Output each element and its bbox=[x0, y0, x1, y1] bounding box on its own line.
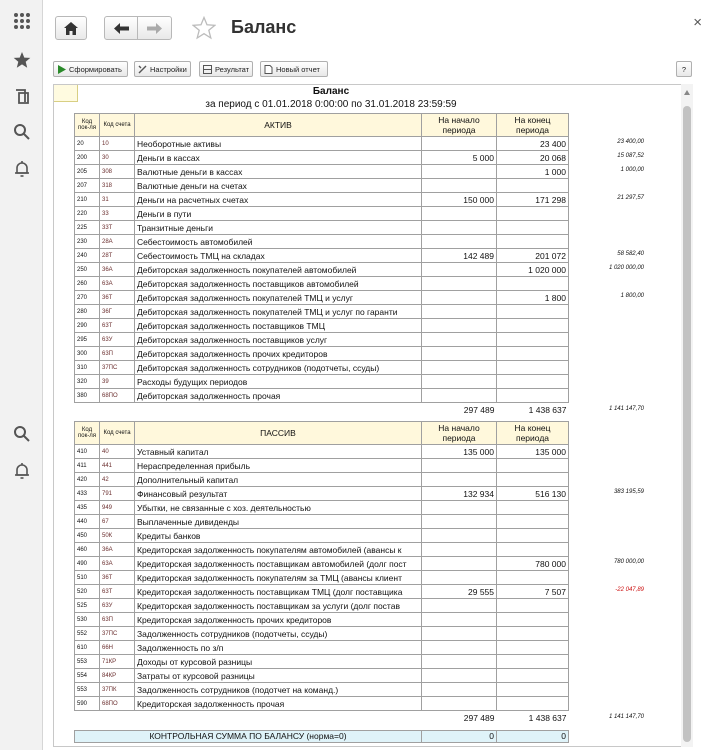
indicator-code: 610 bbox=[75, 641, 100, 655]
table-row bbox=[75, 683, 569, 697]
indicator-code: 230 bbox=[75, 235, 100, 249]
indicator-code: 310 bbox=[75, 361, 100, 375]
table-row bbox=[75, 347, 569, 361]
table-row bbox=[75, 557, 569, 571]
scroll-up-icon[interactable] bbox=[684, 90, 690, 95]
liabilities-table bbox=[74, 421, 569, 725]
table-row bbox=[75, 137, 569, 151]
account-code: 63П bbox=[100, 347, 135, 361]
table-row bbox=[75, 641, 569, 655]
end-value: 1 000 bbox=[497, 165, 569, 179]
end-value bbox=[497, 179, 569, 193]
generate-button[interactable] bbox=[53, 61, 128, 77]
line-name: Выплаченные дивиденды bbox=[135, 515, 422, 529]
indicator-code: 435 bbox=[75, 501, 100, 515]
line-name: Задолженность сотрудников (подотчет на команд.) bbox=[135, 683, 422, 697]
indicator-code: 530 bbox=[75, 613, 100, 627]
start-value bbox=[422, 459, 497, 473]
account-code: 949 bbox=[100, 501, 135, 515]
account-code: 36Т bbox=[100, 291, 135, 305]
table-row bbox=[75, 165, 569, 179]
favorites-star-icon[interactable] bbox=[11, 49, 33, 71]
line-name: Дебиторская задолженность поставщиков услуг bbox=[135, 333, 422, 347]
end-value bbox=[497, 319, 569, 333]
line-name: Задолженность по з/п bbox=[135, 641, 422, 655]
account-code: 28Т bbox=[100, 249, 135, 263]
total-end: 1 438 637 bbox=[528, 712, 567, 723]
end-value bbox=[497, 543, 569, 557]
end-value bbox=[497, 529, 569, 543]
start-value: 29 555 bbox=[422, 585, 497, 599]
line-name: Себестоимость ТМЦ на складах bbox=[135, 249, 422, 263]
table-row bbox=[75, 515, 569, 529]
indicator-code: 520 bbox=[75, 585, 100, 599]
indicator-code: 380 bbox=[75, 389, 100, 403]
line-name: Себестоимость автомобилей bbox=[135, 235, 422, 249]
end-value bbox=[497, 277, 569, 291]
total-note: 1 141 147,70 bbox=[608, 406, 644, 412]
table-row bbox=[75, 291, 569, 305]
account-code: 37ПК bbox=[100, 683, 135, 697]
row-note: 1 000,00 bbox=[620, 167, 644, 173]
line-name: Финансовый результат bbox=[135, 487, 422, 501]
line-name: Кредиты банков bbox=[135, 529, 422, 543]
close-button[interactable]: × bbox=[693, 14, 702, 31]
table-row bbox=[75, 193, 569, 207]
end-value bbox=[497, 571, 569, 585]
line-name: Убытки, не связанные с хоз. деятельностью bbox=[135, 501, 422, 515]
account-code: 68ПО bbox=[100, 697, 135, 711]
line-name: Дебиторская задолженность покупателей ТМЦ и услуг bbox=[135, 291, 422, 305]
row-note: 21 297,57 bbox=[617, 195, 644, 201]
end-value: 201 072 bbox=[497, 249, 569, 263]
start-value: 142 489 bbox=[422, 249, 497, 263]
table-row bbox=[75, 319, 569, 333]
row-note: 383 195,59 bbox=[613, 489, 644, 495]
end-value bbox=[497, 361, 569, 375]
indicator-code: 460 bbox=[75, 543, 100, 557]
end-value bbox=[497, 683, 569, 697]
total-row bbox=[75, 403, 569, 417]
end-value bbox=[497, 599, 569, 613]
end-value: 516 130 bbox=[497, 487, 569, 501]
indicator-code: 553 bbox=[75, 683, 100, 697]
account-code: 63У bbox=[100, 333, 135, 347]
end-value bbox=[497, 333, 569, 347]
end-value: 23 400 bbox=[497, 137, 569, 151]
start-value bbox=[422, 263, 497, 277]
col-start-header: На начало периода bbox=[422, 114, 497, 137]
col-code-header: Код пок-ля bbox=[75, 422, 100, 445]
indicator-code: 207 bbox=[75, 179, 100, 193]
indicator-code: 411 bbox=[75, 459, 100, 473]
start-value bbox=[422, 221, 497, 235]
start-value bbox=[422, 291, 497, 305]
end-value bbox=[497, 207, 569, 221]
indicator-code: 290 bbox=[75, 319, 100, 333]
scroll-thumb[interactable] bbox=[683, 106, 691, 742]
end-value: 135 000 bbox=[497, 445, 569, 459]
generate-label: Сформировать bbox=[69, 64, 122, 74]
line-name: Необоротные активы bbox=[135, 137, 422, 151]
start-value bbox=[422, 641, 497, 655]
document-icon bbox=[264, 65, 273, 74]
line-name: Нераспределенная прибыль bbox=[135, 459, 422, 473]
table-row bbox=[75, 445, 569, 459]
account-code: 63А bbox=[100, 277, 135, 291]
line-name: Кредиторская задолженность прочая bbox=[135, 697, 422, 711]
table-row bbox=[75, 249, 569, 263]
indicator-code: 270 bbox=[75, 291, 100, 305]
start-value: 132 934 bbox=[422, 487, 497, 501]
end-value: 1 800 bbox=[497, 291, 569, 305]
end-value: 171 298 bbox=[497, 193, 569, 207]
account-code: 28А bbox=[100, 235, 135, 249]
start-value bbox=[422, 207, 497, 221]
app-sidebar bbox=[0, 0, 43, 750]
assets-table bbox=[74, 113, 569, 417]
end-value bbox=[497, 641, 569, 655]
table-row bbox=[75, 235, 569, 249]
assets-heading: АКТИВ bbox=[135, 114, 422, 137]
settings-label: Настройки bbox=[150, 64, 187, 74]
account-code: 33Т bbox=[100, 221, 135, 235]
table-row bbox=[75, 459, 569, 473]
account-code: 71КР bbox=[100, 655, 135, 669]
favorite-star-icon[interactable] bbox=[192, 16, 216, 40]
end-value: 20 068 bbox=[497, 151, 569, 165]
account-code: 36А bbox=[100, 263, 135, 277]
total-start: 297 489 bbox=[463, 404, 495, 415]
start-value bbox=[422, 277, 497, 291]
start-value bbox=[422, 571, 497, 585]
table-row bbox=[75, 697, 569, 711]
account-code: 63П bbox=[100, 613, 135, 627]
start-value bbox=[422, 137, 497, 151]
table-row bbox=[75, 627, 569, 641]
table-row bbox=[75, 221, 569, 235]
table-row bbox=[75, 151, 569, 165]
indicator-code: 552 bbox=[75, 627, 100, 641]
report-title: Баланс bbox=[312, 86, 350, 97]
end-value bbox=[497, 459, 569, 473]
row-note: 58 582,40 bbox=[617, 251, 644, 257]
start-value: 135 000 bbox=[422, 445, 497, 459]
account-code: 33 bbox=[100, 207, 135, 221]
end-value bbox=[497, 221, 569, 235]
indicator-code: 433 bbox=[75, 487, 100, 501]
end-value bbox=[497, 501, 569, 515]
liabilities-heading: ПАССИВ bbox=[135, 422, 422, 445]
line-name: Транзитные деньги bbox=[135, 221, 422, 235]
settings-button[interactable] bbox=[134, 61, 191, 77]
table-row bbox=[75, 543, 569, 557]
indicator-code: 210 bbox=[75, 193, 100, 207]
account-code: 31 bbox=[100, 193, 135, 207]
control-sum-start: 0 bbox=[422, 731, 497, 743]
table-row bbox=[75, 473, 569, 487]
start-value bbox=[422, 697, 497, 711]
line-name: Кредиторская задолженность прочих кредиторов bbox=[135, 613, 422, 627]
start-value bbox=[422, 613, 497, 627]
table-row bbox=[75, 529, 569, 543]
indicator-code: 260 bbox=[75, 277, 100, 291]
row-note: 1 020 000,00 bbox=[608, 265, 644, 271]
control-sum-label: КОНТРОЛЬНАЯ СУММА ПО БАЛАНСУ (норма=0) bbox=[75, 731, 422, 743]
end-value: 7 507 bbox=[497, 585, 569, 599]
indicator-code: 225 bbox=[75, 221, 100, 235]
account-code: 67 bbox=[100, 515, 135, 529]
table-row bbox=[75, 179, 569, 193]
indicator-code: 205 bbox=[75, 165, 100, 179]
line-name: Дебиторская задолженность поставщиков ТМЦ bbox=[135, 319, 422, 333]
home-icon bbox=[64, 22, 78, 35]
table-row bbox=[75, 375, 569, 389]
account-code: 10 bbox=[100, 137, 135, 151]
start-value: 5 000 bbox=[422, 151, 497, 165]
arrow-left-icon bbox=[114, 23, 129, 34]
new-report-label: Новый отчет bbox=[276, 64, 320, 74]
account-code: 66Н bbox=[100, 641, 135, 655]
end-value bbox=[497, 669, 569, 683]
total-start: 297 489 bbox=[463, 712, 495, 723]
account-code: 37ПС bbox=[100, 361, 135, 375]
indicator-code: 20 bbox=[75, 137, 100, 151]
row-note: 15 087,52 bbox=[617, 153, 644, 159]
line-name: Кредиторская задолженность покупателям автомобилей (авансы к bbox=[135, 543, 422, 557]
line-name: Задолженность сотрудников (подотчеты, ссуды) bbox=[135, 627, 422, 641]
indicator-code: 240 bbox=[75, 249, 100, 263]
table-row bbox=[75, 599, 569, 613]
table-row bbox=[75, 669, 569, 683]
notifications-bell-icon[interactable] bbox=[11, 460, 33, 482]
table-row bbox=[75, 613, 569, 627]
account-code: 318 bbox=[100, 179, 135, 193]
line-name: Кредиторская задолженность поставщикам ТМЦ (долг поставщика bbox=[135, 585, 422, 599]
col-end-header: На конец периода bbox=[497, 114, 569, 137]
account-code: 68ПО bbox=[100, 389, 135, 403]
start-value bbox=[422, 515, 497, 529]
row-note: -22 047,89 bbox=[615, 587, 644, 593]
back-button[interactable] bbox=[104, 16, 138, 40]
account-code: 40 bbox=[100, 445, 135, 459]
table-row bbox=[75, 585, 569, 599]
search-icon[interactable] bbox=[11, 121, 33, 143]
notifications-bell-icon[interactable] bbox=[11, 158, 33, 180]
start-value bbox=[422, 347, 497, 361]
indicator-code: 553 bbox=[75, 655, 100, 669]
line-name: Деньги в кассах bbox=[135, 151, 422, 165]
new-report-button[interactable] bbox=[260, 61, 328, 77]
table-row bbox=[75, 571, 569, 585]
total-end: 1 438 637 bbox=[528, 404, 567, 415]
end-value bbox=[497, 655, 569, 669]
table-row bbox=[75, 207, 569, 221]
line-name: Уставный капитал bbox=[135, 445, 422, 459]
control-sum-end: 0 bbox=[497, 731, 569, 743]
line-name: Валютные деньги на счетах bbox=[135, 179, 422, 193]
line-name: Валютные деньги в кассах bbox=[135, 165, 422, 179]
arrow-right-icon bbox=[147, 23, 162, 34]
line-name: Деньги на расчетных счетах bbox=[135, 193, 422, 207]
line-name: Кредиторская задолженность поставщикам за услуги (долг постав bbox=[135, 599, 422, 613]
table-row bbox=[75, 305, 569, 319]
start-value bbox=[422, 683, 497, 697]
total-blank bbox=[75, 403, 422, 417]
start-value bbox=[422, 179, 497, 193]
line-name: Расходы будущих периодов bbox=[135, 375, 422, 389]
start-value bbox=[422, 529, 497, 543]
start-value bbox=[422, 473, 497, 487]
account-code: 791 bbox=[100, 487, 135, 501]
account-code: 63Т bbox=[100, 319, 135, 333]
indicator-code: 590 bbox=[75, 697, 100, 711]
end-value bbox=[497, 347, 569, 361]
row-note: 780 000,00 bbox=[613, 559, 644, 565]
indicator-code: 420 bbox=[75, 473, 100, 487]
account-code: 63У bbox=[100, 599, 135, 613]
table-icon bbox=[203, 65, 212, 74]
start-value bbox=[422, 333, 497, 347]
account-code: 42 bbox=[100, 473, 135, 487]
indicator-code: 320 bbox=[75, 375, 100, 389]
account-code: 63Т bbox=[100, 585, 135, 599]
end-value bbox=[497, 515, 569, 529]
indicator-code: 450 bbox=[75, 529, 100, 543]
search-icon[interactable] bbox=[11, 423, 33, 445]
account-code: 308 bbox=[100, 165, 135, 179]
indicator-code: 510 bbox=[75, 571, 100, 585]
row-note: 1 800,00 bbox=[620, 293, 644, 299]
start-value bbox=[422, 669, 497, 683]
line-name: Дебиторская задолженность покупателей автомобилей bbox=[135, 263, 422, 277]
vertical-scrollbar[interactable] bbox=[681, 84, 693, 747]
account-code: 84КР bbox=[100, 669, 135, 683]
account-code: 63А bbox=[100, 557, 135, 571]
account-code: 39 bbox=[100, 375, 135, 389]
line-name: Доходы от курсовой разницы bbox=[135, 655, 422, 669]
line-name: Дебиторская задолженность покупателей ТМЦ и услуг по гаранти bbox=[135, 305, 422, 319]
col-account-header: Код счета bbox=[100, 422, 135, 445]
play-icon bbox=[57, 65, 66, 74]
result-label: Результат bbox=[215, 64, 250, 74]
table-row bbox=[75, 277, 569, 291]
apps-grid-icon[interactable] bbox=[11, 10, 33, 32]
report-period: за период с 01.01.2018 0:00:00 по 31.01.2018 23:59:59 bbox=[205, 99, 457, 110]
start-value bbox=[422, 165, 497, 179]
start-value bbox=[422, 543, 497, 557]
control-sum-table bbox=[74, 730, 569, 743]
end-value bbox=[497, 305, 569, 319]
start-value bbox=[422, 375, 497, 389]
settings-icon bbox=[138, 65, 147, 74]
window-title: Баланс bbox=[231, 17, 297, 37]
start-value: 150 000 bbox=[422, 193, 497, 207]
table-row bbox=[75, 389, 569, 403]
account-code: 441 bbox=[100, 459, 135, 473]
col-account-header: Код счета bbox=[100, 114, 135, 137]
indicator-code: 220 bbox=[75, 207, 100, 221]
end-value: 1 020 000 bbox=[497, 263, 569, 277]
indicator-code: 200 bbox=[75, 151, 100, 165]
line-name: Дебиторская задолженность прочих кредиторов bbox=[135, 347, 422, 361]
end-value bbox=[497, 613, 569, 627]
table-row bbox=[75, 501, 569, 515]
result-button[interactable] bbox=[199, 61, 253, 77]
indicator-code: 525 bbox=[75, 599, 100, 613]
account-code: 36А bbox=[100, 543, 135, 557]
indicator-code: 300 bbox=[75, 347, 100, 361]
start-value bbox=[422, 501, 497, 515]
line-name: Дебиторская задолженность поставщиков автомобилей bbox=[135, 277, 422, 291]
indicator-code: 490 bbox=[75, 557, 100, 571]
table-row bbox=[75, 487, 569, 501]
start-value bbox=[422, 361, 497, 375]
row-note: 23 400,00 bbox=[617, 139, 644, 145]
col-start-header: На начало периода bbox=[422, 422, 497, 445]
indicator-code: 554 bbox=[75, 669, 100, 683]
line-name: Дебиторская задолженность прочая bbox=[135, 389, 422, 403]
start-value bbox=[422, 235, 497, 249]
indicator-code: 280 bbox=[75, 305, 100, 319]
start-value bbox=[422, 627, 497, 641]
table-row bbox=[75, 655, 569, 669]
home-button[interactable] bbox=[55, 16, 87, 40]
total-blank bbox=[75, 711, 422, 725]
indicator-code: 250 bbox=[75, 263, 100, 277]
forward-button[interactable] bbox=[137, 16, 172, 40]
line-name: Затраты от курсовой разницы bbox=[135, 669, 422, 683]
total-row bbox=[75, 711, 569, 725]
indicator-code: 440 bbox=[75, 515, 100, 529]
table-row bbox=[75, 361, 569, 375]
start-value bbox=[422, 389, 497, 403]
start-value bbox=[422, 557, 497, 571]
start-value bbox=[422, 305, 497, 319]
table-row bbox=[75, 263, 569, 277]
start-value bbox=[422, 319, 497, 333]
line-name: Дополнительный капитал bbox=[135, 473, 422, 487]
help-button[interactable]: ? bbox=[676, 61, 692, 77]
line-name: Кредиторская задолженность поставщикам автомобилей (долг пост bbox=[135, 557, 422, 571]
end-value bbox=[497, 697, 569, 711]
line-name: Кредиторская задолженность покупателям за ТМЦ (авансы клиент bbox=[135, 571, 422, 585]
end-value bbox=[497, 235, 569, 249]
account-code: 30 bbox=[100, 151, 135, 165]
end-value bbox=[497, 375, 569, 389]
end-value bbox=[497, 627, 569, 641]
indicator-code: 410 bbox=[75, 445, 100, 459]
account-code: 36Т bbox=[100, 571, 135, 585]
end-value bbox=[497, 473, 569, 487]
col-code-header: Код пок-ля bbox=[75, 114, 100, 137]
indicator-code: 295 bbox=[75, 333, 100, 347]
account-code: 36Г bbox=[100, 305, 135, 319]
col-end-header: На конец периода bbox=[497, 422, 569, 445]
end-value: 780 000 bbox=[497, 557, 569, 571]
account-code: 50К bbox=[100, 529, 135, 543]
table-row bbox=[75, 333, 569, 347]
end-value bbox=[497, 389, 569, 403]
total-note: 1 141 147,70 bbox=[608, 714, 644, 720]
start-value bbox=[422, 599, 497, 613]
line-name: Дебиторская задолженность сотрудников (подотчеты, ссуды) bbox=[135, 361, 422, 375]
account-code: 37ПС bbox=[100, 627, 135, 641]
start-value bbox=[422, 655, 497, 669]
line-name: Деньги в пути bbox=[135, 207, 422, 221]
